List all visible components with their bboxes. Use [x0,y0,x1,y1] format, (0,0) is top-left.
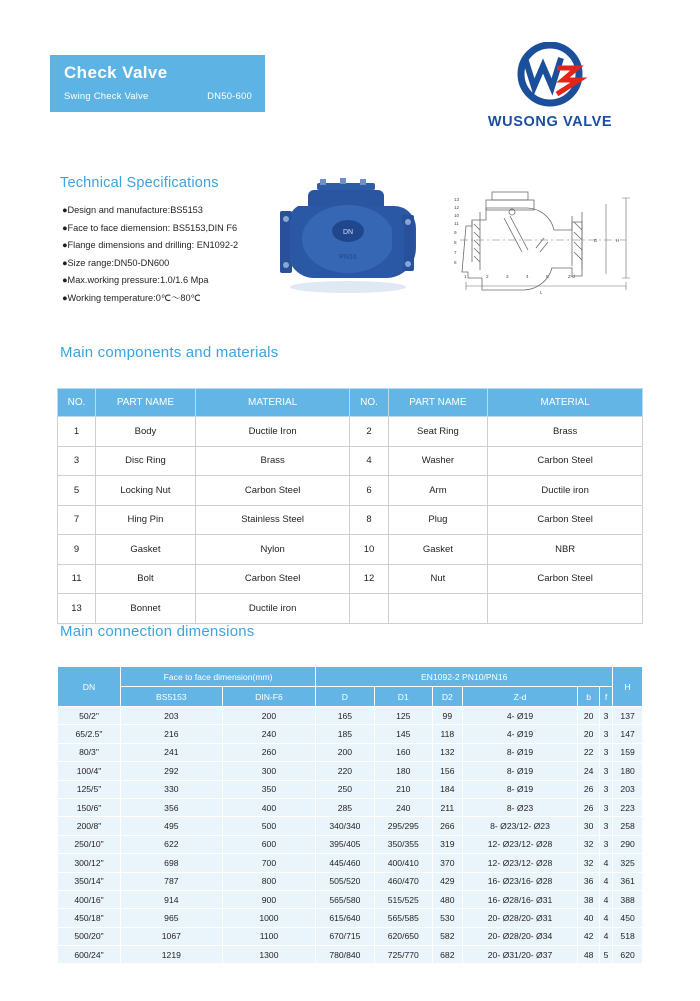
table-row [58,743,643,761]
cell-d2: 156 [432,762,462,780]
table-row [58,890,643,908]
header-subtitle: Swing Check Valve [64,91,149,102]
svg-text:8: 8 [454,240,457,245]
table-row [58,476,643,506]
cell-zd: 8- Ø23 [462,798,578,816]
cell-f: 3 [599,725,612,743]
cell-dinf6: 200 [222,707,315,725]
cell-bs5153: 914 [121,890,223,908]
cell-d: 445/460 [316,854,374,872]
cell-b: 38 [578,890,600,908]
cell-dn: 80/3" [58,743,121,761]
table-row [58,594,643,624]
cell-no: 10 [350,535,388,565]
cell-part: Bolt [96,564,196,594]
cell-d: 670/715 [316,927,374,945]
cell-d2: 582 [432,927,462,945]
cell-h: 203 [613,780,643,798]
cell-zd: 8- Ø19 [462,780,578,798]
cell-material: Carbon Steel [195,564,350,594]
cell-material: NBR [488,535,643,565]
cell-bs5153: 203 [121,707,223,725]
cell-h: 388 [613,890,643,908]
cell-h: 223 [613,798,643,816]
cell-part: Locking Nut [96,476,196,506]
cell-part-empty [388,594,488,624]
cell-f: 4 [599,909,612,927]
company-name: WUSONG VALVE [487,114,613,130]
cell-d2: 530 [432,909,462,927]
cell-b: 32 [578,854,600,872]
svg-text:DN: DN [342,229,354,236]
cell-bs5153: 356 [121,798,223,816]
cell-f: 3 [599,817,612,835]
table-row [58,872,643,890]
cell-b: 26 [578,798,600,816]
svg-text:13: 13 [454,197,460,202]
cell-no: 11 [58,564,96,594]
col-part-2: PART NAME [388,389,488,417]
cell-no: 4 [350,446,388,476]
cell-part: Bonnet [96,594,196,624]
cell-b: 24 [578,762,600,780]
cell-h: 147 [613,725,643,743]
cell-d1: 160 [374,743,432,761]
cell-dinf6: 1100 [222,927,315,945]
svg-text:H: H [616,238,620,243]
cell-bs5153: 698 [121,854,223,872]
cell-material: Carbon Steel [488,446,643,476]
cell-d2: 319 [432,835,462,853]
table-row [58,417,643,447]
cell-dinf6: 500 [222,817,315,835]
cell-dn: 500/20" [58,927,121,945]
cell-dn: 50/2" [58,707,121,725]
cell-f: 4 [599,927,612,945]
svg-text:12: 12 [454,205,460,210]
cell-material: Carbon Steel [488,505,643,535]
cell-part: Arm [388,476,488,506]
cell-zd: 20- Ø28/20- Ø31 [462,909,578,927]
cell-dn: 450/18" [58,909,121,927]
col-dinf6: DIN-F6 [222,687,315,707]
col-f: f [599,687,612,707]
spec-item: ●Design and manufacture:BS5153 [62,205,203,215]
table-row [58,946,643,964]
cell-d1: 460/470 [374,872,432,890]
cell-no: 12 [350,564,388,594]
col-d: D [316,687,374,707]
svg-text:10: 10 [454,213,460,218]
cell-d1: 210 [374,780,432,798]
cell-d1: 725/770 [374,946,432,964]
table-subheader-row [58,687,643,707]
table-row [58,909,643,927]
header-title-block [50,55,265,112]
cell-zd: 8- Ø23/12- Ø23 [462,817,578,835]
cell-f: 3 [599,707,612,725]
cell-h: 450 [613,909,643,927]
cell-dinf6: 700 [222,854,315,872]
cell-bs5153: 965 [121,909,223,927]
section-heading-materials: Main components and materials [60,344,279,361]
cell-part: Disc Ring [96,446,196,476]
spec-item: ●Size range:DN50-DN600 [62,257,170,268]
col-material-2: MATERIAL [488,389,643,417]
cell-dinf6: 240 [222,725,315,743]
cell-bs5153: 292 [121,762,223,780]
table-row [58,725,643,743]
cell-zd: 12- Ø23/12- Ø28 [462,835,578,853]
cell-d1: 350/355 [374,835,432,853]
cell-d2: 118 [432,725,462,743]
cell-b: 22 [578,743,600,761]
cell-dn: 100/4" [58,762,121,780]
table-row [58,446,643,476]
cell-no: 2 [350,417,388,447]
cell-no-empty [350,594,388,624]
cell-bs5153: 622 [121,835,223,853]
table-row [58,762,643,780]
svg-text:9: 9 [454,230,457,235]
col-h: H [613,667,643,707]
cell-dn: 150/6" [58,798,121,816]
cell-zd: 8- Ø19 [462,743,578,761]
cell-d1: 400/410 [374,854,432,872]
cell-h: 325 [613,854,643,872]
cell-f: 4 [599,890,612,908]
cell-f: 3 [599,762,612,780]
col-dn: DN [58,667,121,707]
cell-part: Gasket [388,535,488,565]
spec-item: ●Working temperature:0℃～80℃ [62,292,201,303]
cell-f: 3 [599,835,612,853]
cell-b: 32 [578,835,600,853]
cell-dn: 250/10" [58,835,121,853]
col-material-1: MATERIAL [195,389,350,417]
cell-d: 340/340 [316,817,374,835]
table-row [58,564,643,594]
svg-text:L: L [540,290,543,295]
cell-material-empty [488,594,643,624]
header-size-range: DN50-600 [207,91,252,102]
table-row [58,780,643,798]
col-no-1: NO. [58,389,96,417]
cell-d2: 132 [432,743,462,761]
section-heading-dimensions: Main connection dimensions [60,623,255,640]
cell-d1: 240 [374,798,432,816]
svg-text:PN16: PN16 [339,254,357,261]
cell-zd: 20- Ø31/20- Ø37 [462,946,578,964]
cell-b: 48 [578,946,600,964]
table-row [58,707,643,725]
cell-d2: 682 [432,946,462,964]
cell-b: 30 [578,817,600,835]
col-part-1: PART NAME [96,389,196,417]
cell-h: 180 [613,762,643,780]
cell-d: 505/520 [316,872,374,890]
cell-dn: 600/24" [58,946,121,964]
col-zd: Z-d [462,687,578,707]
col-b: b [578,687,600,707]
spec-item: ●Max.working pressure:1.0/1.6 Mpa [62,275,209,285]
cell-b: 26 [578,780,600,798]
cell-dinf6: 800 [222,872,315,890]
cell-dn: 65/2.5" [58,725,121,743]
svg-text:3: 3 [506,274,509,279]
cell-d2: 480 [432,890,462,908]
cell-d: 780/840 [316,946,374,964]
cell-d2: 211 [432,798,462,816]
cell-b: 42 [578,927,600,945]
cell-d1: 620/650 [374,927,432,945]
col-no-2: NO. [350,389,388,417]
cell-f: 4 [599,854,612,872]
cell-part: Gasket [96,535,196,565]
cell-h: 258 [613,817,643,835]
cell-d: 220 [316,762,374,780]
cell-part: Seat Ring [388,417,488,447]
cell-d2: 266 [432,817,462,835]
cell-d1: 515/525 [374,890,432,908]
cell-d1: 295/295 [374,817,432,835]
cell-dn: 350/14" [58,872,121,890]
cell-dn: 200/8" [58,817,121,835]
valve-sectional-drawing [440,178,640,303]
cell-d: 395/405 [316,835,374,853]
cell-d1: 180 [374,762,432,780]
cell-dinf6: 300 [222,762,315,780]
cell-zd: 16- Ø23/16- Ø28 [462,872,578,890]
cell-b: 40 [578,909,600,927]
cell-material: Carbon Steel [195,476,350,506]
cell-no: 1 [58,417,96,447]
cell-part: Body [96,417,196,447]
table-row [58,835,643,853]
svg-text:1: 1 [464,274,467,279]
cell-dn: 300/12" [58,854,121,872]
cell-h: 159 [613,743,643,761]
cell-zd: 16- Ø28/16- Ø31 [462,890,578,908]
cell-bs5153: 216 [121,725,223,743]
cell-bs5153: 1219 [121,946,223,964]
cell-dinf6: 1000 [222,909,315,927]
company-logo [460,42,640,152]
cell-d: 200 [316,743,374,761]
cell-dinf6: 400 [222,798,315,816]
cell-zd: 4- Ø19 [462,707,578,725]
cell-d: 250 [316,780,374,798]
col-group-face-to-face: Face to face dimension(mm) [121,667,316,687]
cell-d2: 99 [432,707,462,725]
cell-zd: 4- Ø19 [462,725,578,743]
cell-material: Stainless Steel [195,505,350,535]
cell-dinf6: 1300 [222,946,315,964]
cell-f: 3 [599,798,612,816]
spec-item: ●Flange dimensions and drilling: EN1092-2 [62,240,239,250]
cell-dn: 125/5" [58,780,121,798]
cell-d2: 184 [432,780,462,798]
cell-b: 20 [578,725,600,743]
cell-no: 7 [58,505,96,535]
spec-item: ●Face to face diemension: BS5153,DIN F6 [62,222,238,233]
table-row [58,927,643,945]
cell-h: 620 [613,946,643,964]
cell-bs5153: 241 [121,743,223,761]
col-group-en1092: EN1092-2 PN10/PN16 [316,667,613,687]
cell-dinf6: 600 [222,835,315,853]
cell-bs5153: 495 [121,817,223,835]
cell-d: 285 [316,798,374,816]
page-title: Check Valve [64,63,168,82]
svg-text:6: 6 [454,260,457,265]
svg-text:D: D [594,238,598,243]
cell-f: 3 [599,743,612,761]
table-row [58,798,643,816]
cell-f: 3 [599,780,612,798]
cell-material: Brass [488,417,643,447]
table-row [58,817,643,835]
table-row [58,505,643,535]
col-bs5153: BS5153 [121,687,223,707]
cell-h: 290 [613,835,643,853]
cell-b: 36 [578,872,600,890]
cell-material: Ductile Iron [195,417,350,447]
cell-bs5153: 330 [121,780,223,798]
table-row [58,535,643,565]
cell-no: 6 [350,476,388,506]
cell-no: 8 [350,505,388,535]
cell-dinf6: 900 [222,890,315,908]
table-group-header-row [58,667,643,687]
cell-part: Hing Pin [96,505,196,535]
cell-zd: 8- Ø19 [462,762,578,780]
cell-part: Plug [388,505,488,535]
cell-no: 3 [58,446,96,476]
valve-photo [262,175,432,310]
cell-d: 615/640 [316,909,374,927]
cell-d: 565/580 [316,890,374,908]
cell-f: 4 [599,872,612,890]
materials-table [57,388,643,624]
cell-d1: 145 [374,725,432,743]
cell-material: Brass [195,446,350,476]
specification-list [62,202,292,307]
col-d1: D1 [374,687,432,707]
svg-text:5: 5 [546,274,549,279]
cell-h: 137 [613,707,643,725]
cell-bs5153: 787 [121,872,223,890]
section-heading-specifications: Technical Specifications [60,175,219,191]
cell-d2: 429 [432,872,462,890]
cell-part: Washer [388,446,488,476]
svg-text:4: 4 [526,274,529,279]
cell-material: Nylon [195,535,350,565]
cell-d: 185 [316,725,374,743]
cell-f: 5 [599,946,612,964]
cell-no: 13 [58,594,96,624]
col-d2: D2 [432,687,462,707]
cell-no: 5 [58,476,96,506]
cell-dn: 400/16" [58,890,121,908]
cell-material: Ductile iron [488,476,643,506]
cell-d: 165 [316,707,374,725]
dimensions-table [57,666,643,964]
cell-h: 518 [613,927,643,945]
cell-h: 361 [613,872,643,890]
svg-text:11: 11 [454,221,459,226]
cell-zd: 20- Ø28/20- Ø34 [462,927,578,945]
header-subtitle-row [64,91,252,102]
cell-d1: 125 [374,707,432,725]
cell-no: 9 [58,535,96,565]
cell-d1: 565/585 [374,909,432,927]
cell-material: Ductile iron [195,594,350,624]
cell-zd: 12- Ø23/12- Ø28 [462,854,578,872]
cell-part: Nut [388,564,488,594]
cell-d2: 370 [432,854,462,872]
cell-dinf6: 260 [222,743,315,761]
table-row [58,854,643,872]
svg-text:7: 7 [454,250,457,255]
svg-text:2: 2 [486,274,489,279]
cell-material: Carbon Steel [488,564,643,594]
cell-dinf6: 350 [222,780,315,798]
cell-b: 20 [578,707,600,725]
table-header-row [58,389,643,417]
ws-monogram-icon [507,42,593,110]
svg-text:Z-d: Z-d [568,274,575,279]
cell-bs5153: 1067 [121,927,223,945]
